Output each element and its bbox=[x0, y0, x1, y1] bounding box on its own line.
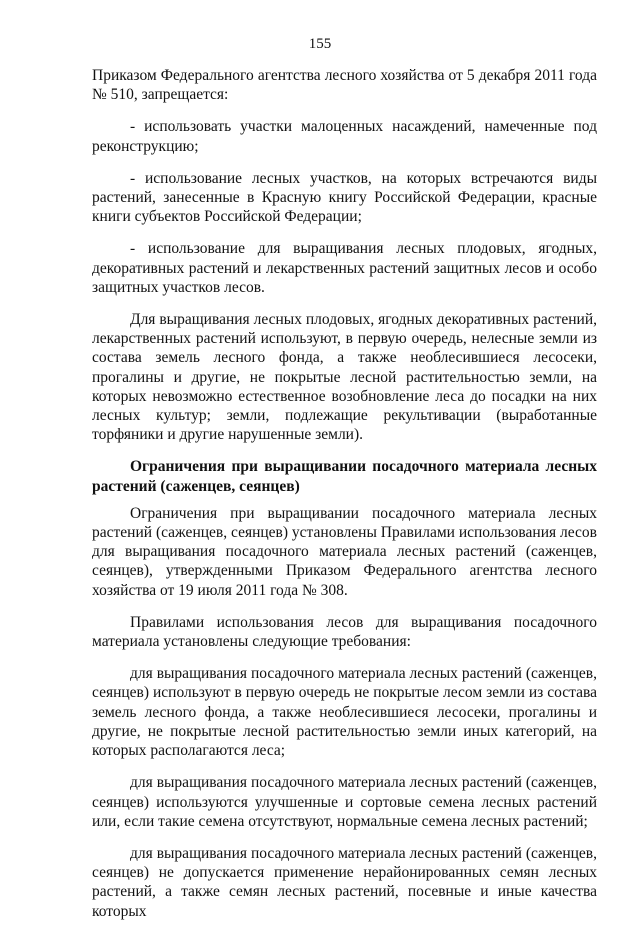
prohibition-item-3: - использование для выращивания лесных плодовых, ягодных, декоративных растений и лекарственных растений защитных лесов и особо защитных участков лесов. bbox=[92, 240, 597, 296]
document-body bbox=[92, 66, 597, 934]
requirement-item-3: для выращивания посадочного материала лесных растений (саженцев, сеянцев) не допускается применение нерайонированных семян лесных растений, а также семян лесных растений, посевные и иные качества которых bbox=[92, 844, 597, 920]
lands-paragraph: Для выращивания лесных плодовых, ягодных декоративных растений, лекарственных растений используют, в первую очередь, нелесные земли из состава земель лесного фонда, а также необлесившиеся лесосеки, прогалины и другие, не покрытые лесной растительностью земли, на которых невозможно естественное возобновление леса до посадки на них лесных культур; земли, подлежащие рекультивации (выработанные торфяники и другие нарушенные земли). bbox=[92, 311, 597, 444]
prohibition-item-2: - использование лесных участков, на которых встречаются виды растений, занесенные в Красную книгу Российской Федерации, красные книги субъектов Российской Федерации; bbox=[92, 169, 597, 226]
requirement-item-2: для выращивания посадочного материала лесных растений (саженцев, сеянцев) используются улучшенные и сортовые семена лесных растений или, если такие семена отсутствуют, нормальные семена лесных растений; bbox=[92, 774, 597, 830]
section-heading: Ограничения при выращивании посадочного материала лесных растений (саженцев, сеянцев) bbox=[92, 458, 597, 495]
section-paragraph-1: Ограничения при выращивании посадочного материала лесных растений (саженцев, сеянцев) установлены Правилами использования лесов для выращивания посадочного материала лесных растений (саженцев, сеянцев), утвержденными Приказом Федерального агентства лесного хозяйства от 19 июля 2011 года № 308. bbox=[92, 504, 597, 599]
requirement-item-1: для выращивания посадочного материала лесных растений (саженцев, сеянцев) используют в первую очередь не покрытые лесом земли из состава земель лесного фонда, а также необлесившиеся лесосеки, прогалины и другие, не покрытые лесной растительностью земли иных категорий, на которых располагаются леса; bbox=[92, 665, 597, 760]
intro-paragraph: Приказом Федерального агентства лесного хозяйства от 5 декабря 2011 года № 510, запрещается: bbox=[92, 67, 597, 104]
page-number: 155 bbox=[308, 36, 332, 52]
section-paragraph-2: Правилами использования лесов для выращивания посадочного материала установлены следующие требования: bbox=[92, 613, 597, 651]
prohibition-item-1: - использовать участки малоценных насаждений, намеченные под реконструкцию; bbox=[92, 118, 597, 155]
